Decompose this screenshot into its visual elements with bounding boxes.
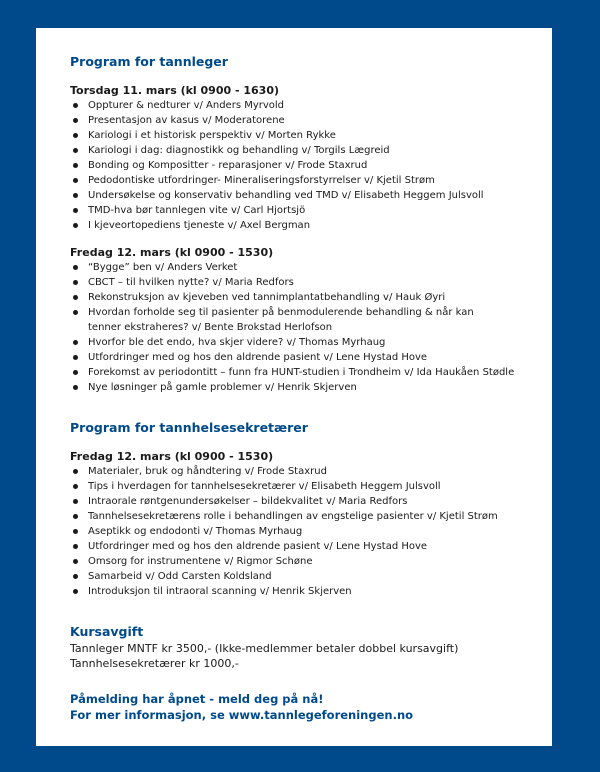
list-item: Samarbeid v/ Odd Carsten Koldsland: [70, 569, 532, 584]
list-item: Kariologi i et historisk perspektiv v/ Morten Rykke: [70, 128, 532, 143]
list-item: Oppturer & nedturer v/ Anders Myrvold: [70, 98, 532, 113]
list-item: Introduksjon til intraoral scanning v/ Henrik Skjerven: [70, 584, 532, 599]
list-item: Hvorfor ble det endo, hva skjer videre? v/ Thomas Myrhaug: [70, 335, 532, 350]
list-item: Hvordan forholde seg til pasienter på benmodulerende behandling & når kan tenner ekstraheres? v/ Bente Brokstad Herlofson: [70, 305, 532, 335]
list-item: CBCT – til hvilken nytte? v/ Maria Redfors: [70, 275, 532, 290]
list-item: TMD-hva bør tannlegen vite v/ Carl Hjortsjö: [70, 203, 532, 218]
list-item: Nye løsninger på gamle problemer v/ Henrik Skjerven: [70, 380, 532, 395]
fee-sekretaerer: Tannhelsesekretærer kr 1000,-: [70, 657, 239, 670]
list-item: Presentasjon av kasus v/ Moderatorene: [70, 113, 532, 128]
day-heading-friday-sekretaerer: Fredag 12. mars (kl 0900 - 1530): [70, 450, 274, 463]
list-item: Tips i hverdagen for tannhelsesekretærer v/ Elisabeth Heggem Julsvoll: [70, 479, 532, 494]
lecture-list-sekretaerer: [70, 464, 532, 599]
list-item: Tannhelsesekretærens rolle i behandlingen av engstelige pasienter v/ Kjetil Strøm: [70, 509, 532, 524]
lecture-list-thursday: [70, 98, 532, 233]
section-title-kursavgift: Kursavgift: [70, 624, 144, 639]
list-item: Undersøkelse og konservativ behandling ved TMD v/ Elisabeth Heggem Julsvoll: [70, 188, 532, 203]
lecture-list-friday: [70, 260, 532, 395]
more-info-text: For mer informasjon, se www.tannlegeforeningen.no: [70, 708, 414, 722]
list-item: Aseptikk og endodonti v/ Thomas Myrhaug: [70, 524, 532, 539]
day-heading-friday: Fredag 12. mars (kl 0900 - 1530): [70, 246, 274, 259]
section-title-tannleger: Program for tannleger: [70, 54, 228, 69]
section-title-sekretaerer: Program for tannhelsesekretærer: [70, 420, 308, 435]
page-sheet: [36, 28, 552, 746]
list-item: Pedodontiske utfordringer- Mineraliseringsforstyrrelser v/ Kjetil Strøm: [70, 173, 532, 188]
list-item: “Bygge” ben v/ Anders Verket: [70, 260, 532, 275]
day-heading-thursday: Torsdag 11. mars (kl 0900 - 1630): [70, 84, 279, 97]
program-content: [70, 53, 532, 723]
list-item: Bonding og Kompositter - reparasjoner v/ Frode Staxrud: [70, 158, 532, 173]
fee-tannleger: Tannleger MNTF kr 3500,- (Ikke-medlemmer betaler dobbel kursavgift): [70, 642, 459, 655]
list-item: Rekonstruksjon av kjeveben ved tannimplantatbehandling v/ Hauk Øyri: [70, 290, 532, 305]
list-item: Kariologi i dag: diagnostikk og behandling v/ Torgils Lægreid: [70, 143, 532, 158]
list-item: Utfordringer med og hos den aldrende pasient v/ Lene Hystad Hove: [70, 350, 532, 365]
list-item: Intraorale røntgenundersøkelser – bildekvalitet v/ Maria Redfors: [70, 494, 532, 509]
list-item: I kjeveortopediens tjeneste v/ Axel Bergman: [70, 218, 532, 233]
list-item: Omsorg for instrumentene v/ Rigmor Schøne: [70, 554, 532, 569]
registration-open-text: Påmelding har åpnet - meld deg på nå!: [70, 692, 324, 706]
list-item: Utfordringer med og hos den aldrende pasient v/ Lene Hystad Hove: [70, 539, 532, 554]
list-item: Forekomst av periodontitt – funn fra HUNT-studien i Trondheim v/ Ida Haukåen Stødle: [70, 365, 532, 380]
list-item: Materialer, bruk og håndtering v/ Frode Staxrud: [70, 464, 532, 479]
